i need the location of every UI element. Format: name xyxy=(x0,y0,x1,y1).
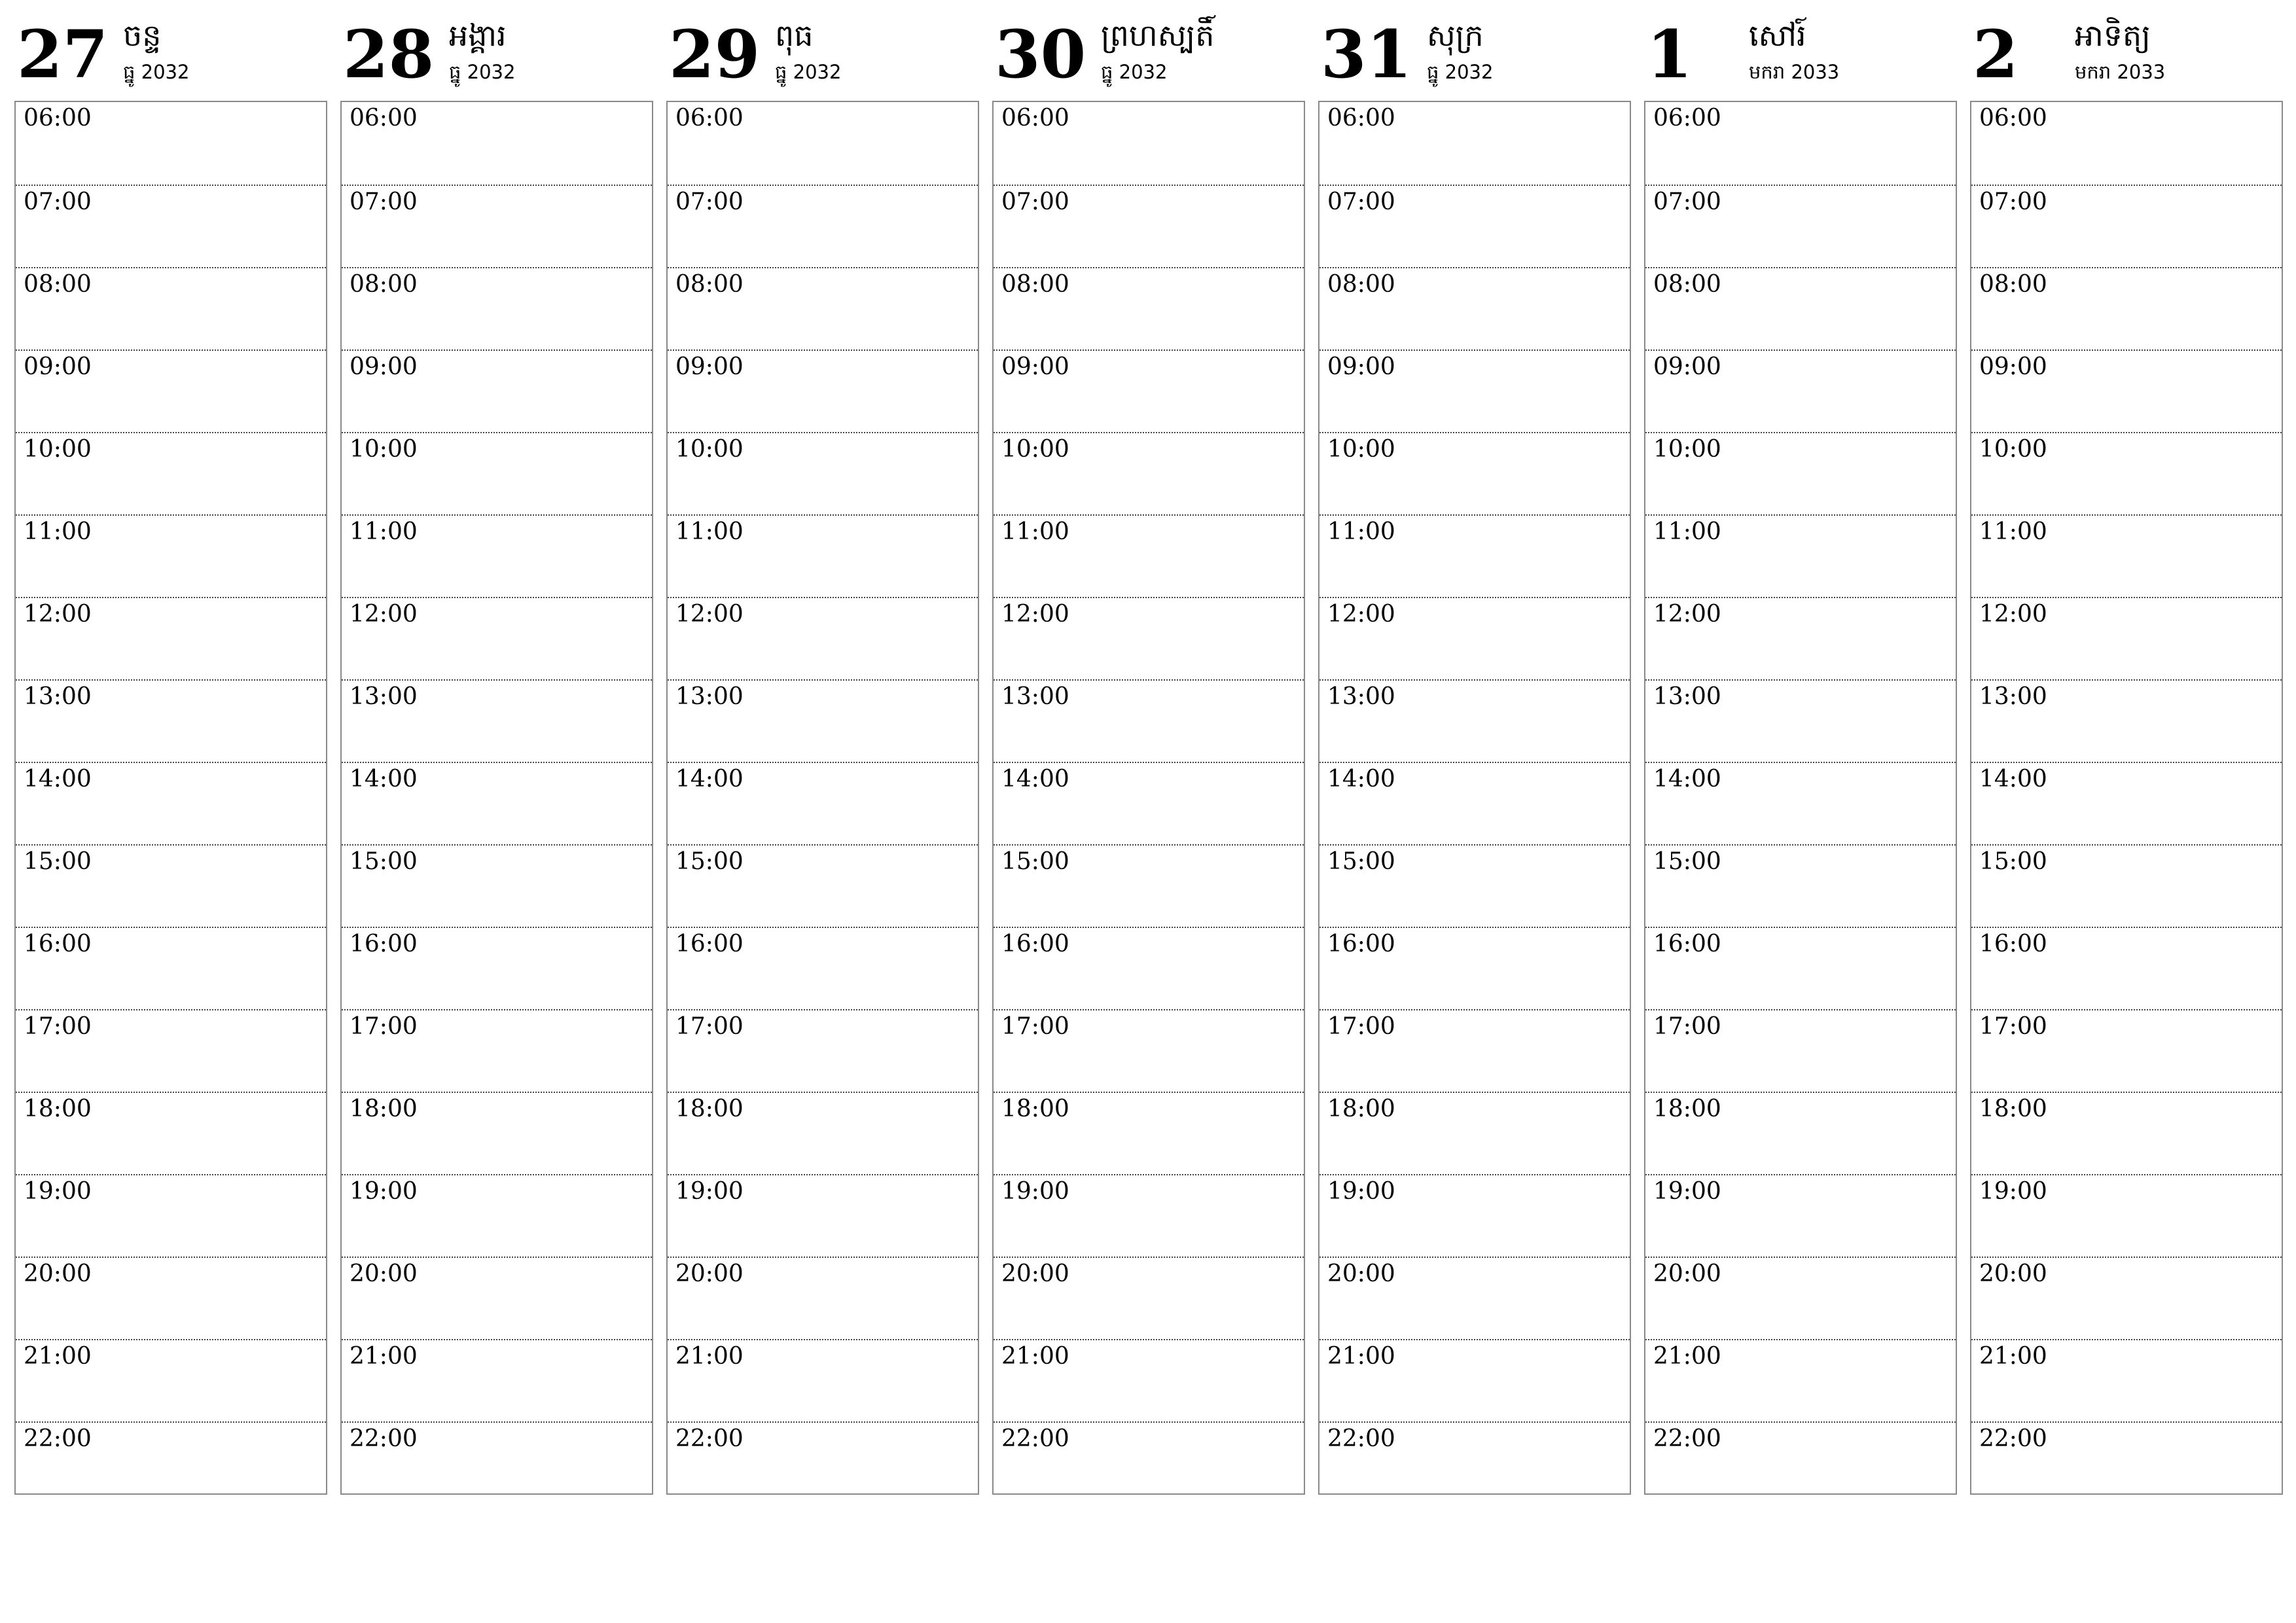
time-slot[interactable] xyxy=(994,1257,1304,1339)
time-label: 10:00 xyxy=(1979,436,2047,463)
time-label: 17:00 xyxy=(1327,1013,1395,1040)
time-label: 16:00 xyxy=(1979,931,2047,957)
time-slot[interactable] xyxy=(1319,1257,1630,1339)
time-label: 11:00 xyxy=(1653,518,1721,545)
time-slot[interactable] xyxy=(1645,514,1956,597)
time-label: 10:00 xyxy=(1001,436,1069,463)
time-label: 09:00 xyxy=(1001,353,1069,380)
time-label: 17:00 xyxy=(1001,1013,1069,1040)
time-label: 14:00 xyxy=(675,766,744,793)
time-label: 22:00 xyxy=(1327,1425,1395,1452)
time-label: 22:00 xyxy=(1001,1425,1069,1452)
time-label: 19:00 xyxy=(350,1178,418,1205)
time-slot[interactable] xyxy=(668,102,978,185)
time-slot[interactable] xyxy=(1971,1257,2282,1339)
time-slot[interactable] xyxy=(1971,185,2282,267)
day-schedule xyxy=(14,101,327,1495)
time-slot[interactable] xyxy=(342,185,652,267)
time-slot[interactable] xyxy=(668,185,978,267)
time-slot[interactable] xyxy=(994,844,1304,927)
day-schedule xyxy=(666,101,979,1495)
time-slot[interactable] xyxy=(1971,432,2282,514)
time-label: 21:00 xyxy=(1979,1343,2047,1370)
time-slot[interactable] xyxy=(1319,1009,1630,1092)
time-label: 08:00 xyxy=(350,271,418,298)
month-year: ធ្នូ 2032 xyxy=(1101,61,1168,83)
time-label: 20:00 xyxy=(1001,1260,1069,1287)
month-year: មករា 2033 xyxy=(1749,61,1840,83)
time-label: 13:00 xyxy=(1327,683,1395,710)
time-slot[interactable] xyxy=(342,432,652,514)
month-year: ធ្នូ 2032 xyxy=(123,61,190,83)
time-slot[interactable] xyxy=(16,679,326,762)
time-slot[interactable] xyxy=(994,1174,1304,1257)
time-slot[interactable] xyxy=(994,1092,1304,1174)
time-label: 19:00 xyxy=(24,1178,92,1205)
day-column xyxy=(1318,0,1631,1505)
time-slot[interactable] xyxy=(1971,514,2282,597)
time-label: 18:00 xyxy=(1327,1096,1395,1122)
time-label: 22:00 xyxy=(1653,1425,1721,1452)
time-slot[interactable] xyxy=(342,1174,652,1257)
time-slot[interactable] xyxy=(668,1257,978,1339)
time-slot[interactable] xyxy=(1645,267,1956,349)
time-label: 10:00 xyxy=(675,436,744,463)
time-label: 16:00 xyxy=(24,931,92,957)
time-slot[interactable] xyxy=(16,185,326,267)
time-slot[interactable] xyxy=(1645,1257,1956,1339)
day-number: 29 xyxy=(669,16,761,93)
time-slot[interactable] xyxy=(1319,102,1630,185)
time-label: 07:00 xyxy=(1001,188,1069,215)
time-slot[interactable] xyxy=(342,349,652,432)
time-slot[interactable] xyxy=(16,349,326,432)
time-label: 18:00 xyxy=(1979,1096,2047,1122)
day-number: 31 xyxy=(1321,16,1412,93)
time-slot[interactable] xyxy=(994,185,1304,267)
time-label: 13:00 xyxy=(24,683,92,710)
time-slot[interactable] xyxy=(342,1092,652,1174)
time-label: 13:00 xyxy=(675,683,744,710)
time-label: 11:00 xyxy=(1979,518,2047,545)
day-header xyxy=(1318,0,1631,99)
time-label: 14:00 xyxy=(1653,766,1721,793)
time-label: 15:00 xyxy=(675,848,744,875)
day-number: 28 xyxy=(343,16,435,93)
time-slot[interactable] xyxy=(16,927,326,1009)
time-label: 12:00 xyxy=(24,601,92,628)
time-slot[interactable] xyxy=(1319,349,1630,432)
time-label: 16:00 xyxy=(675,931,744,957)
day-schedule xyxy=(340,101,653,1495)
time-label: 21:00 xyxy=(1653,1343,1721,1370)
time-slot[interactable] xyxy=(16,1339,326,1421)
time-slot[interactable] xyxy=(16,1257,326,1339)
time-label: 06:00 xyxy=(1979,105,2047,132)
time-slot[interactable] xyxy=(994,762,1304,844)
time-label: 09:00 xyxy=(1653,353,1721,380)
time-label: 22:00 xyxy=(24,1425,92,1452)
time-slot[interactable] xyxy=(994,1339,1304,1421)
time-slot[interactable] xyxy=(994,597,1304,679)
time-label: 14:00 xyxy=(1327,766,1395,793)
time-slot[interactable] xyxy=(1971,102,2282,185)
time-label: 19:00 xyxy=(675,1178,744,1205)
weekday-name: ព្រហស្បតិ៍ xyxy=(1101,18,1215,53)
time-slot[interactable] xyxy=(1319,1174,1630,1257)
time-slot[interactable] xyxy=(342,1339,652,1421)
time-label: 12:00 xyxy=(1653,601,1721,628)
time-slot[interactable] xyxy=(1319,432,1630,514)
time-label: 11:00 xyxy=(350,518,418,545)
time-slot[interactable] xyxy=(994,432,1304,514)
day-schedule xyxy=(1970,101,2283,1495)
time-label: 09:00 xyxy=(1327,353,1395,380)
time-label: 18:00 xyxy=(350,1096,418,1122)
time-label: 13:00 xyxy=(1001,683,1069,710)
time-slot[interactable] xyxy=(1971,679,2282,762)
time-label: 19:00 xyxy=(1653,1178,1721,1205)
time-slot[interactable] xyxy=(342,679,652,762)
time-slot[interactable] xyxy=(1319,514,1630,597)
day-header xyxy=(340,0,653,99)
time-label: 20:00 xyxy=(1979,1260,2047,1287)
day-column xyxy=(340,0,653,1505)
time-label: 19:00 xyxy=(1001,1178,1069,1205)
time-slot[interactable] xyxy=(16,102,326,185)
time-label: 19:00 xyxy=(1979,1178,2047,1205)
day-column xyxy=(666,0,979,1505)
month-year: មករា 2033 xyxy=(2075,61,2166,83)
time-slot[interactable] xyxy=(994,927,1304,1009)
time-slot[interactable] xyxy=(1645,1174,1956,1257)
time-slot[interactable] xyxy=(668,432,978,514)
time-label: 21:00 xyxy=(1327,1343,1395,1370)
day-column xyxy=(1970,0,2283,1505)
day-number: 1 xyxy=(1647,16,1693,93)
time-label: 17:00 xyxy=(675,1013,744,1040)
time-slot[interactable] xyxy=(1971,1421,2282,1504)
time-label: 11:00 xyxy=(1001,518,1069,545)
time-label: 20:00 xyxy=(24,1260,92,1287)
time-slot[interactable] xyxy=(1971,349,2282,432)
time-slot[interactable] xyxy=(668,349,978,432)
time-slot[interactable] xyxy=(1319,267,1630,349)
day-header xyxy=(992,0,1305,99)
time-label: 12:00 xyxy=(1979,601,2047,628)
time-slot[interactable] xyxy=(1645,349,1956,432)
time-slot[interactable] xyxy=(1645,762,1956,844)
time-slot[interactable] xyxy=(1319,927,1630,1009)
time-label: 22:00 xyxy=(675,1425,744,1452)
time-slot[interactable] xyxy=(1971,1092,2282,1174)
time-label: 07:00 xyxy=(675,188,744,215)
time-label: 16:00 xyxy=(1001,931,1069,957)
time-slot[interactable] xyxy=(1645,844,1956,927)
time-slot[interactable] xyxy=(1971,267,2282,349)
time-label: 20:00 xyxy=(1327,1260,1395,1287)
time-slot[interactable] xyxy=(994,102,1304,185)
time-slot[interactable] xyxy=(1645,1421,1956,1504)
time-slot[interactable] xyxy=(342,1009,652,1092)
time-label: 07:00 xyxy=(1979,188,2047,215)
time-label: 10:00 xyxy=(350,436,418,463)
time-label: 20:00 xyxy=(1653,1260,1721,1287)
time-label: 15:00 xyxy=(1979,848,2047,875)
time-slot[interactable] xyxy=(342,1257,652,1339)
time-label: 12:00 xyxy=(675,601,744,628)
time-label: 08:00 xyxy=(1979,271,2047,298)
time-label: 12:00 xyxy=(350,601,418,628)
time-slot[interactable] xyxy=(1645,927,1956,1009)
time-label: 06:00 xyxy=(1653,105,1721,132)
time-label: 17:00 xyxy=(350,1013,418,1040)
time-slot[interactable] xyxy=(16,762,326,844)
time-label: 08:00 xyxy=(1653,271,1721,298)
time-slot[interactable] xyxy=(1645,1009,1956,1092)
time-slot[interactable] xyxy=(1319,844,1630,927)
time-slot[interactable] xyxy=(16,1009,326,1092)
month-year: ធ្នូ 2032 xyxy=(1427,61,1494,83)
time-slot[interactable] xyxy=(994,1421,1304,1504)
time-label: 18:00 xyxy=(24,1096,92,1122)
time-slot[interactable] xyxy=(1319,1092,1630,1174)
day-schedule xyxy=(1644,101,1957,1495)
time-slot[interactable] xyxy=(668,1339,978,1421)
time-label: 13:00 xyxy=(350,683,418,710)
time-slot[interactable] xyxy=(16,514,326,597)
time-label: 20:00 xyxy=(350,1260,418,1287)
time-slot[interactable] xyxy=(1319,1421,1630,1504)
time-label: 16:00 xyxy=(1327,931,1395,957)
month-year: ធ្នូ 2032 xyxy=(775,61,842,83)
time-label: 21:00 xyxy=(24,1343,92,1370)
day-number: 30 xyxy=(995,16,1086,93)
time-label: 19:00 xyxy=(1327,1178,1395,1205)
time-slot[interactable] xyxy=(1319,1339,1630,1421)
time-slot[interactable] xyxy=(994,679,1304,762)
time-slot[interactable] xyxy=(342,762,652,844)
time-label: 13:00 xyxy=(1979,683,2047,710)
time-label: 07:00 xyxy=(24,188,92,215)
weekday-name: អាទិត្យ xyxy=(2075,18,2151,53)
time-slot[interactable] xyxy=(1319,185,1630,267)
time-label: 06:00 xyxy=(1001,105,1069,132)
time-slot[interactable] xyxy=(668,927,978,1009)
time-slot[interactable] xyxy=(1645,679,1956,762)
time-slot[interactable] xyxy=(1645,102,1956,185)
day-schedule xyxy=(992,101,1305,1495)
time-label: 06:00 xyxy=(24,105,92,132)
time-slot[interactable] xyxy=(1645,597,1956,679)
weekday-name: អង្គារ xyxy=(449,18,507,53)
day-number: 2 xyxy=(1973,16,2018,93)
time-label: 18:00 xyxy=(675,1096,744,1122)
weekday-name: សុក្រ xyxy=(1427,18,1484,53)
time-label: 22:00 xyxy=(350,1425,418,1452)
time-label: 18:00 xyxy=(1653,1096,1721,1122)
time-slot[interactable] xyxy=(668,267,978,349)
time-label: 10:00 xyxy=(24,436,92,463)
time-slot[interactable] xyxy=(668,762,978,844)
time-slot[interactable] xyxy=(16,432,326,514)
time-slot[interactable] xyxy=(994,1009,1304,1092)
time-label: 08:00 xyxy=(1001,271,1069,298)
time-label: 22:00 xyxy=(1979,1425,2047,1452)
time-slot[interactable] xyxy=(668,1009,978,1092)
time-label: 08:00 xyxy=(1327,271,1395,298)
time-label: 07:00 xyxy=(350,188,418,215)
time-slot[interactable] xyxy=(1971,1339,2282,1421)
day-column xyxy=(14,0,327,1505)
time-label: 17:00 xyxy=(1653,1013,1721,1040)
time-slot[interactable] xyxy=(342,267,652,349)
time-label: 08:00 xyxy=(675,271,744,298)
time-label: 16:00 xyxy=(1653,931,1721,957)
time-slot[interactable] xyxy=(1645,1339,1956,1421)
time-slot[interactable] xyxy=(16,1174,326,1257)
weekday-name: សៅរ៍ xyxy=(1749,18,1806,53)
time-slot[interactable] xyxy=(668,1174,978,1257)
day-header xyxy=(1970,0,2283,99)
time-label: 07:00 xyxy=(1653,188,1721,215)
day-column xyxy=(1644,0,1957,1505)
time-label: 15:00 xyxy=(1653,848,1721,875)
time-label: 09:00 xyxy=(24,353,92,380)
time-label: 07:00 xyxy=(1327,188,1395,215)
weekday-name: ចន្ទ xyxy=(123,18,162,53)
time-slot[interactable] xyxy=(16,1092,326,1174)
time-slot[interactable] xyxy=(16,267,326,349)
time-label: 09:00 xyxy=(350,353,418,380)
time-slot[interactable] xyxy=(342,844,652,927)
time-label: 14:00 xyxy=(350,766,418,793)
time-label: 17:00 xyxy=(1979,1013,2047,1040)
time-slot[interactable] xyxy=(342,597,652,679)
time-slot[interactable] xyxy=(668,1421,978,1504)
time-slot[interactable] xyxy=(16,1421,326,1504)
month-year: ធ្នូ 2032 xyxy=(449,61,516,83)
time-label: 12:00 xyxy=(1001,601,1069,628)
day-header xyxy=(14,0,327,99)
time-label: 21:00 xyxy=(675,1343,744,1370)
time-label: 11:00 xyxy=(1327,518,1395,545)
time-label: 06:00 xyxy=(1327,105,1395,132)
day-schedule xyxy=(1318,101,1631,1495)
weekly-planner xyxy=(14,0,2282,1505)
time-slot[interactable] xyxy=(668,844,978,927)
time-label: 10:00 xyxy=(1653,436,1721,463)
time-label: 11:00 xyxy=(24,518,92,545)
time-slot[interactable] xyxy=(994,267,1304,349)
day-header xyxy=(666,0,979,99)
time-slot[interactable] xyxy=(1971,762,2282,844)
time-label: 15:00 xyxy=(24,848,92,875)
time-label: 14:00 xyxy=(1979,766,2047,793)
time-label: 20:00 xyxy=(675,1260,744,1287)
time-label: 14:00 xyxy=(1001,766,1069,793)
time-slot[interactable] xyxy=(668,679,978,762)
time-slot[interactable] xyxy=(1645,185,1956,267)
time-slot[interactable] xyxy=(1971,1009,2282,1092)
time-label: 16:00 xyxy=(350,931,418,957)
time-label: 21:00 xyxy=(350,1343,418,1370)
time-slot[interactable] xyxy=(1971,1174,2282,1257)
time-label: 13:00 xyxy=(1653,683,1721,710)
time-label: 06:00 xyxy=(350,105,418,132)
time-label: 18:00 xyxy=(1001,1096,1069,1122)
time-slot[interactable] xyxy=(1319,597,1630,679)
time-slot[interactable] xyxy=(1319,762,1630,844)
time-label: 10:00 xyxy=(1327,436,1395,463)
time-slot[interactable] xyxy=(342,514,652,597)
time-slot[interactable] xyxy=(994,349,1304,432)
time-slot[interactable] xyxy=(342,102,652,185)
time-slot[interactable] xyxy=(1645,1092,1956,1174)
time-label: 11:00 xyxy=(675,518,744,545)
time-slot[interactable] xyxy=(994,514,1304,597)
time-slot[interactable] xyxy=(1971,927,2282,1009)
weekday-name: ពុធ xyxy=(775,18,814,53)
time-label: 14:00 xyxy=(24,766,92,793)
time-label: 06:00 xyxy=(675,105,744,132)
time-slot[interactable] xyxy=(1319,679,1630,762)
time-label: 21:00 xyxy=(1001,1343,1069,1370)
time-label: 09:00 xyxy=(1979,353,2047,380)
time-slot[interactable] xyxy=(1971,844,2282,927)
time-label: 17:00 xyxy=(24,1013,92,1040)
time-label: 15:00 xyxy=(350,848,418,875)
time-slot[interactable] xyxy=(668,514,978,597)
time-label: 12:00 xyxy=(1327,601,1395,628)
time-slot[interactable] xyxy=(668,1092,978,1174)
time-label: 15:00 xyxy=(1327,848,1395,875)
time-slot[interactable] xyxy=(16,844,326,927)
time-label: 08:00 xyxy=(24,271,92,298)
time-slot[interactable] xyxy=(342,1421,652,1504)
time-slot[interactable] xyxy=(16,597,326,679)
day-number: 27 xyxy=(17,16,109,93)
time-slot[interactable] xyxy=(668,597,978,679)
time-label: 15:00 xyxy=(1001,848,1069,875)
day-column xyxy=(992,0,1305,1505)
time-slot[interactable] xyxy=(342,927,652,1009)
day-header xyxy=(1644,0,1957,99)
time-label: 09:00 xyxy=(675,353,744,380)
time-slot[interactable] xyxy=(1645,432,1956,514)
time-slot[interactable] xyxy=(1971,597,2282,679)
